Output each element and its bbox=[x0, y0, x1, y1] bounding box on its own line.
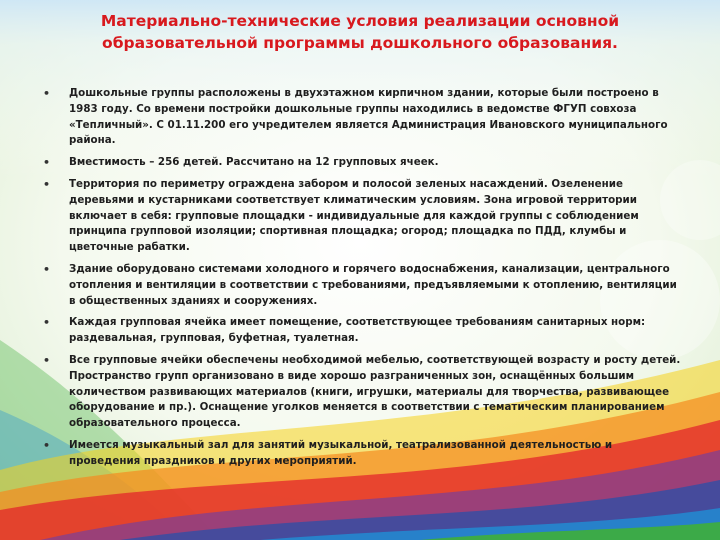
bullet-icon: • bbox=[43, 438, 51, 452]
list-item bbox=[40, 353, 685, 432]
list-item-text: Все групповые ячейки обеспечены необходимой мебелью, соответствующей возрасту и росту детей. Пространство групп организовано в виде хорошо разграниченных зон, оснащённых большим количеством развивающих материалов (книги, игрушки, материалы для творчества, развивающее оборудование и пр.). Оснащение уголков меняется в соответствии с тематическим планированием образовательного процесса. bbox=[69, 353, 681, 430]
bullet-icon: • bbox=[43, 353, 51, 367]
list-item bbox=[40, 86, 685, 149]
list-item-text: Имеется музыкальный зал для занятий музыкальной, театрализованной деятельностью и проведения праздников и других мероприятий. bbox=[69, 438, 613, 467]
bullet-icon: • bbox=[43, 156, 51, 170]
list-item-text: Вместимость – 256 детей. Рассчитано на 12 групповых ячеек. bbox=[69, 156, 439, 169]
bullet-icon: • bbox=[43, 87, 51, 100]
list-item-text: Дошкольные группы расположены в двухэтажном кирпичном здании, которые были построено в 1983 году. Со времени постройки дошкольные группы находились в ведомстве ФГУП совхоза «Тепличный». С 01.11.200 его учредителем является Администрация Ивановского муниципального района. bbox=[69, 87, 668, 147]
bullet-icon: • bbox=[43, 262, 51, 276]
bullet-icon: • bbox=[43, 316, 51, 330]
list-item bbox=[40, 177, 685, 256]
bullet-icon: • bbox=[43, 177, 51, 191]
list-item bbox=[40, 262, 685, 309]
list-item bbox=[40, 438, 685, 470]
list-item-text: Территория по периметру ограждена забором и полосой зеленых насаждений. Озеленение деревьями и кустарниками соответствует климатическим условиям. Зона игровой территории включает в себя: групповые площадки - индивидуальные для каждой группы с соблюдением принципа групповой изоляции; спортивная площадка; огород; площадка по ПДД, клумбы и цветочные рабатки. bbox=[69, 177, 639, 254]
slide-title: Материально-технические условия реализации основной образовательной программы дошкольного образования. bbox=[100, 12, 620, 52]
list-item bbox=[40, 155, 685, 171]
list-item bbox=[40, 315, 685, 347]
list-item-text: Здание оборудовано системами холодного и горячего водоснабжения, канализации, центрального отопления и вентиляции в соответствии с требованиями, предъявляемыми к отоплению, вентиляции в общественных зданиях и сооружениях. bbox=[69, 262, 677, 307]
bullet-list bbox=[40, 86, 685, 476]
list-item-text: Каждая групповая ячейка имеет помещение, соответствующее требованиям санитарных норм: раздевальная, групповая, буфетная, туалетная. bbox=[69, 316, 646, 345]
